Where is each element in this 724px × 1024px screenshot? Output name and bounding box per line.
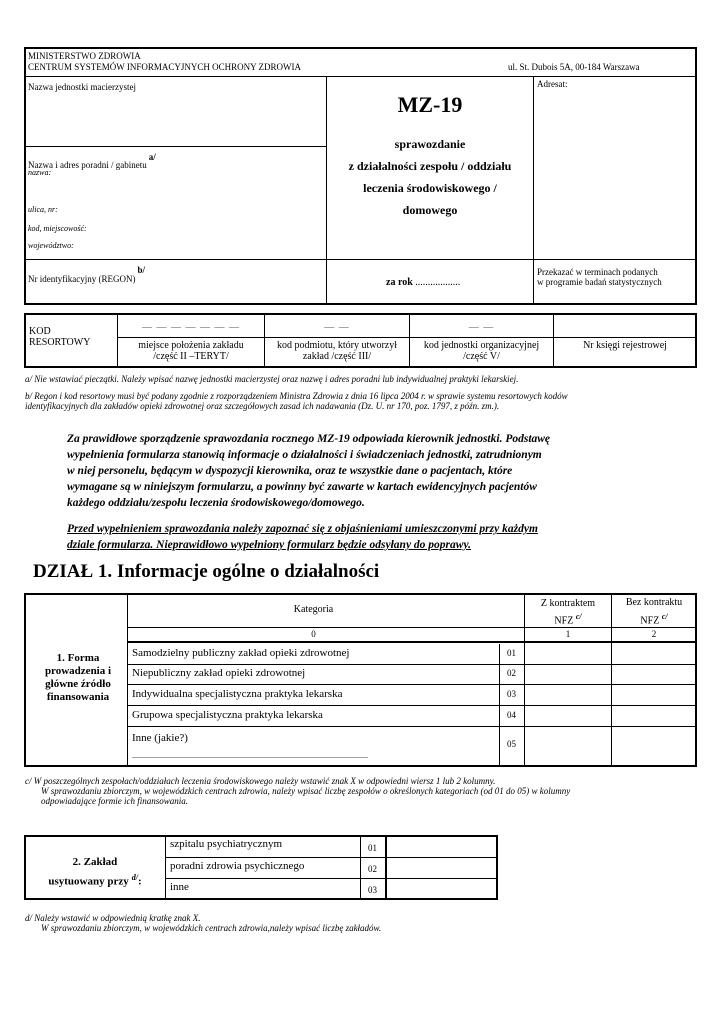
- location-row-label: inne: [170, 881, 189, 893]
- without-contract-nfz: NFZ $^{c/}$: [640, 612, 668, 627]
- code-resortowy-label: KOD RESORTOWY: [29, 326, 91, 348]
- row-code: 02: [507, 668, 516, 678]
- category-row-label: Grupowa specjalistyczna praktyka lekarska: [132, 709, 323, 721]
- footnote-d: d/ Należy wstawić w odpowiednią kratkę znak X. W sprawozdaniu zbiorczym, w wojewódzkich centrach zdrowia,należy wpisać liczbę zakładów.: [25, 913, 382, 933]
- postal-label: kod, miejscowość:: [28, 224, 87, 233]
- org-unit-code-input[interactable]: — —: [468, 322, 495, 333]
- footnote-a: a/ Nie wstawiać pieczątki. Należy wpisać nazwę jednostki macierzystej oraz nazwę i adres poradni lub indywidualnej praktyki lekarskiej.: [25, 374, 519, 384]
- location-row-label: poradni zdrowia psychicznego: [170, 860, 305, 872]
- with-contract-nfz: NFZ $^{c/}$: [554, 612, 582, 627]
- instructions-warning: Przed wypełnieniem sprawozdania należy zapoznać się z objaśnieniami umieszczonymi przy każdym dziale formularza. Nieprawidłowo wypełniony formularz będzie odsyłany do poprawy.: [67, 523, 538, 551]
- row-code: 04: [507, 710, 516, 720]
- adresat-label: Adresat:: [537, 79, 568, 89]
- teryt-label: miejsce położenia zakładu /część II –TERYT/: [138, 340, 244, 362]
- footnote-c: c/ W poszczególnych zespołach/oddziałach leczenia środowiskowego należy wstawić znak X w odpowiedni wiersz 1 lub 2 kolumny. W sprawozdaniu zbiorczym, w wojewódzkich centrach zdrowia, należy wpisać liczbę zespołów o określonych kategoriach (od 01 do 05) w kolumny odpowiadające formie ich finansowania.: [25, 776, 571, 806]
- registry-number-label: Nr księgi rejestrowej: [583, 340, 667, 351]
- row-code: 03: [368, 885, 377, 895]
- deliver-note: Przekazać w terminach podanych w programie badań statystycznych: [537, 267, 662, 287]
- col-index-2: 2: [651, 629, 657, 639]
- section1-group-label: 1. Forma prowadzenia i główne źródło finansowania: [44, 652, 112, 703]
- year-field[interactable]: za rok ..................: [386, 277, 461, 288]
- org-unit-code-label: kod jednostki organizacyjnej /część V/: [423, 340, 540, 362]
- location-entry-cell[interactable]: [387, 836, 497, 899]
- regon-label: Nr identyfikacyjny (REGON)$^{b/}$: [28, 265, 145, 284]
- col-index-0: 0: [311, 629, 316, 639]
- creator-code-label: kod podmiotu, który utworzył zakład /część III/: [277, 340, 397, 362]
- name-label: nazwa:: [28, 168, 52, 177]
- street-label: ulica, nr:: [28, 205, 58, 214]
- instructions-paragraph: Za prawidłowe sporządzenie sprawozdania rocznego MZ-19 odpowiada kierownik jednostki. Podstawę wypełnienia formularza stanowią informacje o działalności i świadczeniach jednostki, zatrudnionym w niej personelu, będącym w dyspozycji kierownika, oraz te wszystkie dane o pacjentach, które wymagane są w niniejszym formularzu, a powinny być zawarte w kartach ewidencyjnych pacjentów każdego oddziału/zespołu leczenia środowiskowego/domowego.: [67, 433, 551, 509]
- creator-code-input[interactable]: — —: [324, 322, 350, 333]
- ministry-name: MINISTERSTWO ZDROWIA: [28, 51, 141, 61]
- with-contract-header-text: Z kontraktem: [540, 598, 596, 609]
- other-specify-input[interactable]: ......................................................................................................................: [132, 751, 368, 760]
- category-row-label: Indywidualna specjalistyczna praktyka lekarska: [132, 688, 343, 700]
- row-code: 01: [368, 843, 377, 853]
- voivodeship-label: województwo:: [28, 241, 74, 250]
- parent-unit-label: Nazwa jednostki macierzystej: [28, 82, 136, 92]
- footnote-b: b/ Regon i kod resortowy musi być podany zgodnie z rozporządzeniem Ministra Zdrowia z dnia 16 lipca 2004 r. w sprawie systemu resortowych kodów identyfikacyjnych dla zakładów opieki zdrowotnej oraz szczegółowych zasad ich nadawania (Dz. U. nr 170, poz. 1797, z późn. zm.).: [25, 391, 568, 411]
- row-code: 03: [507, 689, 516, 699]
- row-code: 02: [368, 864, 377, 874]
- center-name: CENTRUM SYSTEMÓW INFORMACYJNYCH OCHRONY ZDROWIA: [28, 62, 302, 72]
- ministry-address: ul. St. Dubois 5A, 00-184 Warszawa: [508, 62, 640, 72]
- category-row-label: Niepubliczny zakład opieki zdrowotnej: [132, 667, 306, 679]
- row-code: 05: [507, 739, 516, 749]
- without-contract-header-text: Bez kontraktu: [625, 597, 683, 608]
- col-index-1: 1: [565, 629, 571, 639]
- section2-label: 2. Zakład usytuowany przy $^{d/}$:: [48, 856, 142, 888]
- section1-title: DZIAŁ 1. Informacje ogólne o działalności: [33, 561, 380, 582]
- clinic-label: Nazwa i adres poradni / gabinetu$^{a/}$: [28, 152, 156, 170]
- row-code: 01: [507, 648, 516, 658]
- category-row-label: Samodzielny publiczny zakład opieki zdrowotnej: [132, 647, 350, 659]
- teryt-input[interactable]: — — — — — — —: [142, 322, 240, 333]
- location-row-label: szpitalu psychiatrycznym: [170, 838, 283, 850]
- form-title: sprawozdanie z działalności zespołu / oddziału leczenia środowiskowego / domowego: [348, 137, 512, 217]
- category-header: Kategoria: [293, 604, 334, 615]
- entry-cell-with-contract[interactable]: [525, 643, 611, 766]
- category-row-label: Inne (jakie?): [132, 732, 188, 744]
- entry-cell-without-contract[interactable]: [612, 643, 696, 766]
- form-code: MZ-19: [397, 92, 463, 117]
